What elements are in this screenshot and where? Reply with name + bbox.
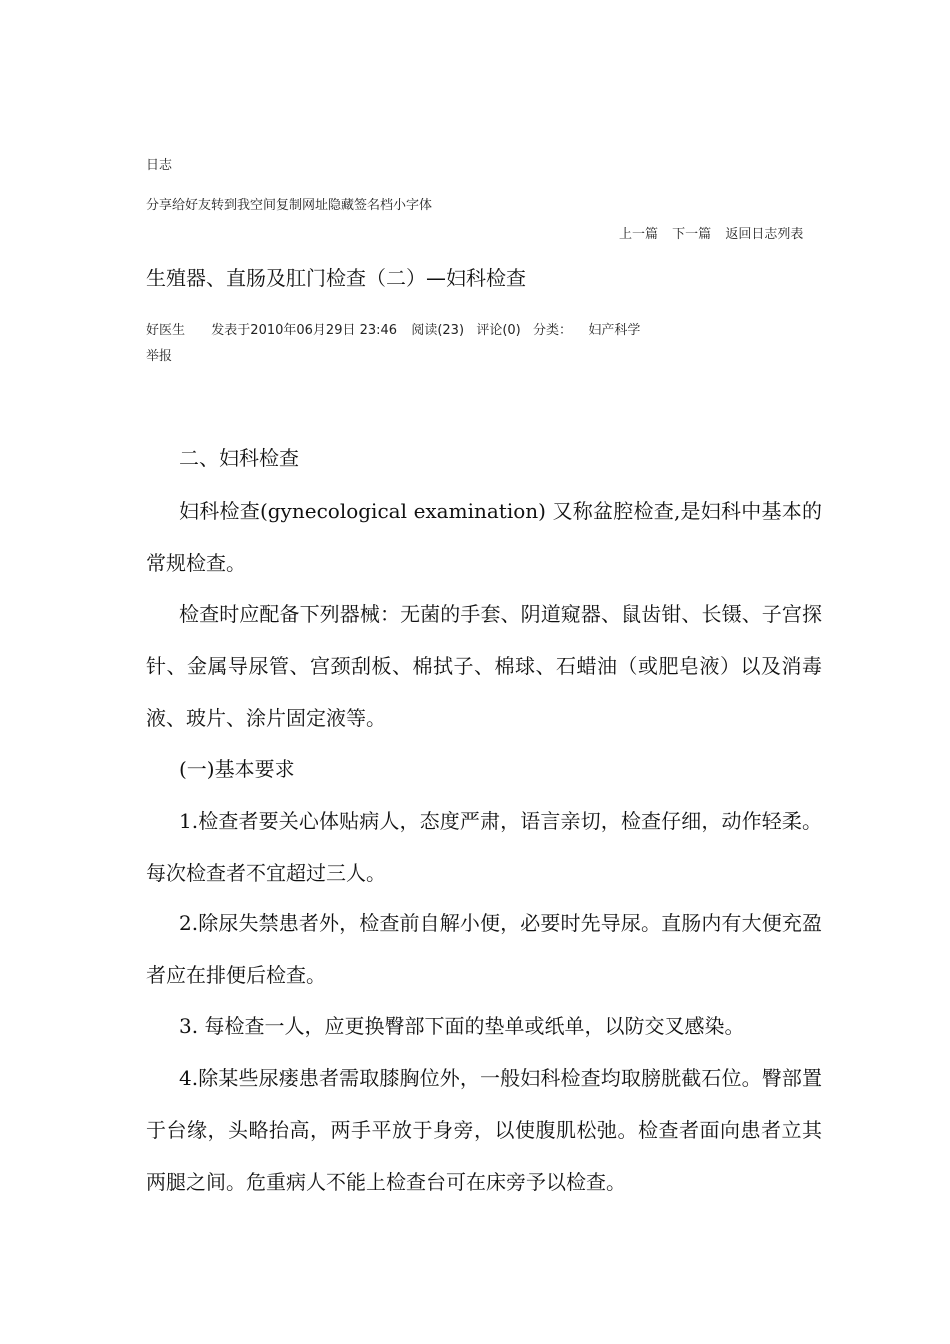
paragraph-intro: 妇科检查(gynecological examination) 又称盆腔检查,是妇科中基本的常规检查。 (146, 499, 822, 575)
requirement-item-1: 1.检查者要关心体贴病人，态度严肃，语言亲切，检查仔细，动作轻柔。每次检查者不宜超过三人。 (146, 809, 822, 885)
post-navigation (619, 223, 803, 242)
report-link[interactable]: 举报 (146, 349, 173, 364)
requirement-item-3: 3. 每检查一人，应更换臀部下面的垫单或纸单，以防交叉感染。 (179, 1014, 745, 1038)
category-label: 分类： (533, 323, 573, 338)
back-to-list-link[interactable]: 返回日志列表 (725, 227, 804, 242)
category-link[interactable]: 妇产科学 (588, 323, 641, 338)
post-meta (146, 319, 640, 338)
content-heading: 二、妇科检查 (179, 446, 299, 470)
requirement-item-4: 4.除某些尿瘘患者需取膝胸位外，一般妇科检查均取膀胱截石位。臀部置于台缘，头略抬高，两手平放于身旁，以使腹肌松弛。检查者面向患者立其两腿之间。危重病人不能上检查台可在床旁予以检查。 (146, 1066, 822, 1194)
post-title: 生殖器、直肠及肛门检查（二）—妇科检查 (146, 266, 526, 290)
share-toolbar[interactable]: 分享给好友转到我空间复制网址隐藏签名档小字体 (146, 198, 433, 213)
comment-count[interactable]: 评论(0) (476, 323, 521, 338)
requirement-item-2: 2.除尿失禁患者外，检查前自解小便，必要时先导尿。直肠内有大便充盈者应在排便后检查。 (146, 911, 822, 987)
read-count: 阅读(23) (411, 323, 465, 338)
sub-heading: (一)基本要求 (179, 757, 295, 781)
publish-time: 发表于2010年06月29日 23:46 (211, 323, 398, 338)
paragraph-instruments: 检查时应配备下列器械：无菌的手套、阴道窥器、鼠齿钳、长镊、子宫探针、金属导尿管、宫颈刮板、棉拭子、棉球、石蜡油（或肥皂液）以及消毒液、玻片、涂片固定液等。 (146, 602, 822, 730)
author-link[interactable]: 好医生 (146, 323, 186, 338)
next-post-link[interactable]: 下一篇 (672, 227, 712, 242)
section-label: 日志 (146, 158, 173, 173)
prev-post-link[interactable]: 上一篇 (619, 227, 659, 242)
